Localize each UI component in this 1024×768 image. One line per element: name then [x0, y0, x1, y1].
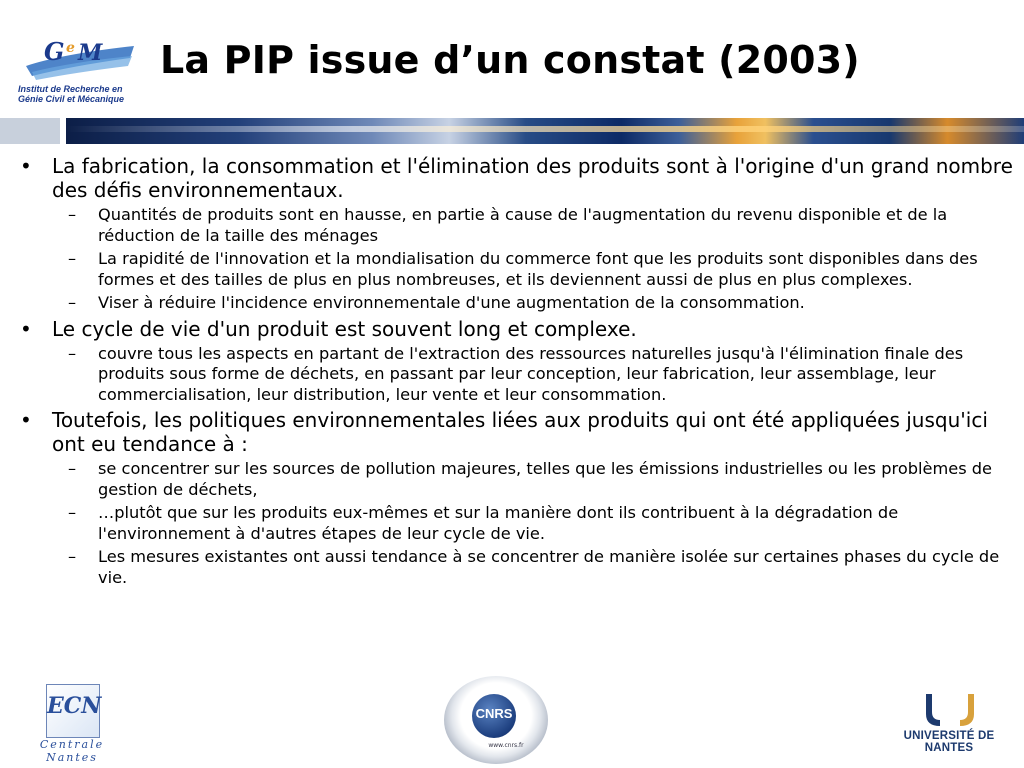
slide-title: La PIP issue d’un constat (2003): [160, 38, 860, 82]
svg-text:e: e: [66, 40, 75, 56]
dash-icon: –: [68, 249, 77, 268]
sub-bullet-text: Viser à réduire l'incidence environnementale d'une augmentation de la consommation.: [98, 293, 805, 312]
ecn-line2: Nantes: [46, 751, 98, 764]
bullet-dot-icon: •: [20, 408, 32, 432]
sub-bullet-text: couvre tous les aspects en partant de l'extraction des ressources naturelles jusqu'à l'élimination finale des produits sous forme de déchets, en passant par leur conception, leur fabrication, leur assemblage, leur commercialisation, leur distribution, leur vente et leur consommation.: [98, 343, 964, 404]
sub-bullet-item: [20, 205, 1016, 246]
universite-nantes-logo: [880, 692, 1018, 752]
gem-logo-mark: [22, 36, 138, 82]
sub-bullet-item: [20, 459, 1016, 500]
bullet-item: [20, 154, 1016, 202]
ecn-logo-mark: ECN: [47, 693, 102, 719]
bullet-dot-icon: •: [20, 154, 32, 178]
sub-bullet-text: Les mesures existantes ont aussi tendance à se concentrer de manière isolée sur certaines phases du cycle de vie.: [98, 547, 1000, 587]
universite-nantes-name: UNIVERSITÉ DE NANTES: [903, 730, 995, 754]
bullet-item: [20, 408, 1016, 456]
sub-bullet-text: Quantités de produits sont en hausse, en partie à cause de l'augmentation du revenu disponible et de la réduction de la taille des ménages: [98, 205, 948, 245]
ecn-logo: [36, 684, 108, 764]
bullet-text: Le cycle de vie d'un produit est souvent long et complexe.: [52, 316, 637, 341]
bullet-text: La fabrication, la consommation et l'élimination des produits sont à l'origine d'un grand nombre des défis environnementaux.: [52, 154, 1013, 202]
universite-nantes-mark: [920, 692, 980, 728]
gem-logo: [14, 32, 138, 108]
dash-icon: –: [68, 343, 77, 363]
cnrs-logo-url: www.cnrs.fr: [488, 742, 524, 749]
cnrs-logo-mark: CNRS: [475, 706, 513, 721]
sub-bullet-item: [20, 344, 1016, 406]
dash-icon: –: [68, 503, 77, 522]
dash-icon: –: [68, 205, 77, 224]
dash-icon: –: [68, 459, 77, 478]
gem-subtitle-line1: Institut de Recherche en: [18, 84, 123, 94]
bullet-text: Toutefois, les politiques environnementales liées aux produits qui ont été appliquées jusqu'ici ont eu tendance à :: [52, 408, 988, 456]
gem-logo-subtitle: [18, 84, 148, 104]
svg-text:G: G: [44, 37, 65, 66]
bullet-item: [20, 317, 1016, 341]
sub-bullet-text: La rapidité de l'innovation et la mondialisation du commerce font que les produits sont disponibles dans des formes et des tailles de plus en plus nombreuses, et ils deviennent aussi de plus en plus complexes.: [98, 249, 978, 289]
gem-subtitle-line2: Génie Civil et Mécanique: [18, 94, 125, 104]
header-band-left: [0, 118, 60, 144]
svg-text:M: M: [78, 40, 103, 66]
ecn-logo-box: [46, 684, 100, 738]
bullet-dot-icon: •: [20, 316, 32, 341]
dash-icon: –: [68, 547, 77, 566]
sub-bullet-item: [20, 293, 1016, 314]
slide-content: [20, 154, 1016, 591]
sub-bullet-text: se concentrer sur les sources de pollution majeures, telles que les émissions industrielles ou les problèmes de gestion de déchets,: [98, 459, 993, 499]
ecn-line1: Centrale: [39, 738, 105, 751]
sub-bullet-item: [20, 547, 1016, 588]
cnrs-logo: [444, 676, 548, 764]
header-band-streak: [66, 126, 1024, 132]
dash-icon: –: [68, 293, 77, 312]
sub-bullet-text: …plutôt que sur les produits eux-mêmes et sur la manière dont ils contribuent à la dégradation de l'environnement à d'autres étapes de leur cycle de vie.: [98, 503, 899, 543]
sub-bullet-item: [20, 503, 1016, 544]
sub-bullet-item: [20, 249, 1016, 290]
ecn-logo-caption: [36, 738, 108, 764]
